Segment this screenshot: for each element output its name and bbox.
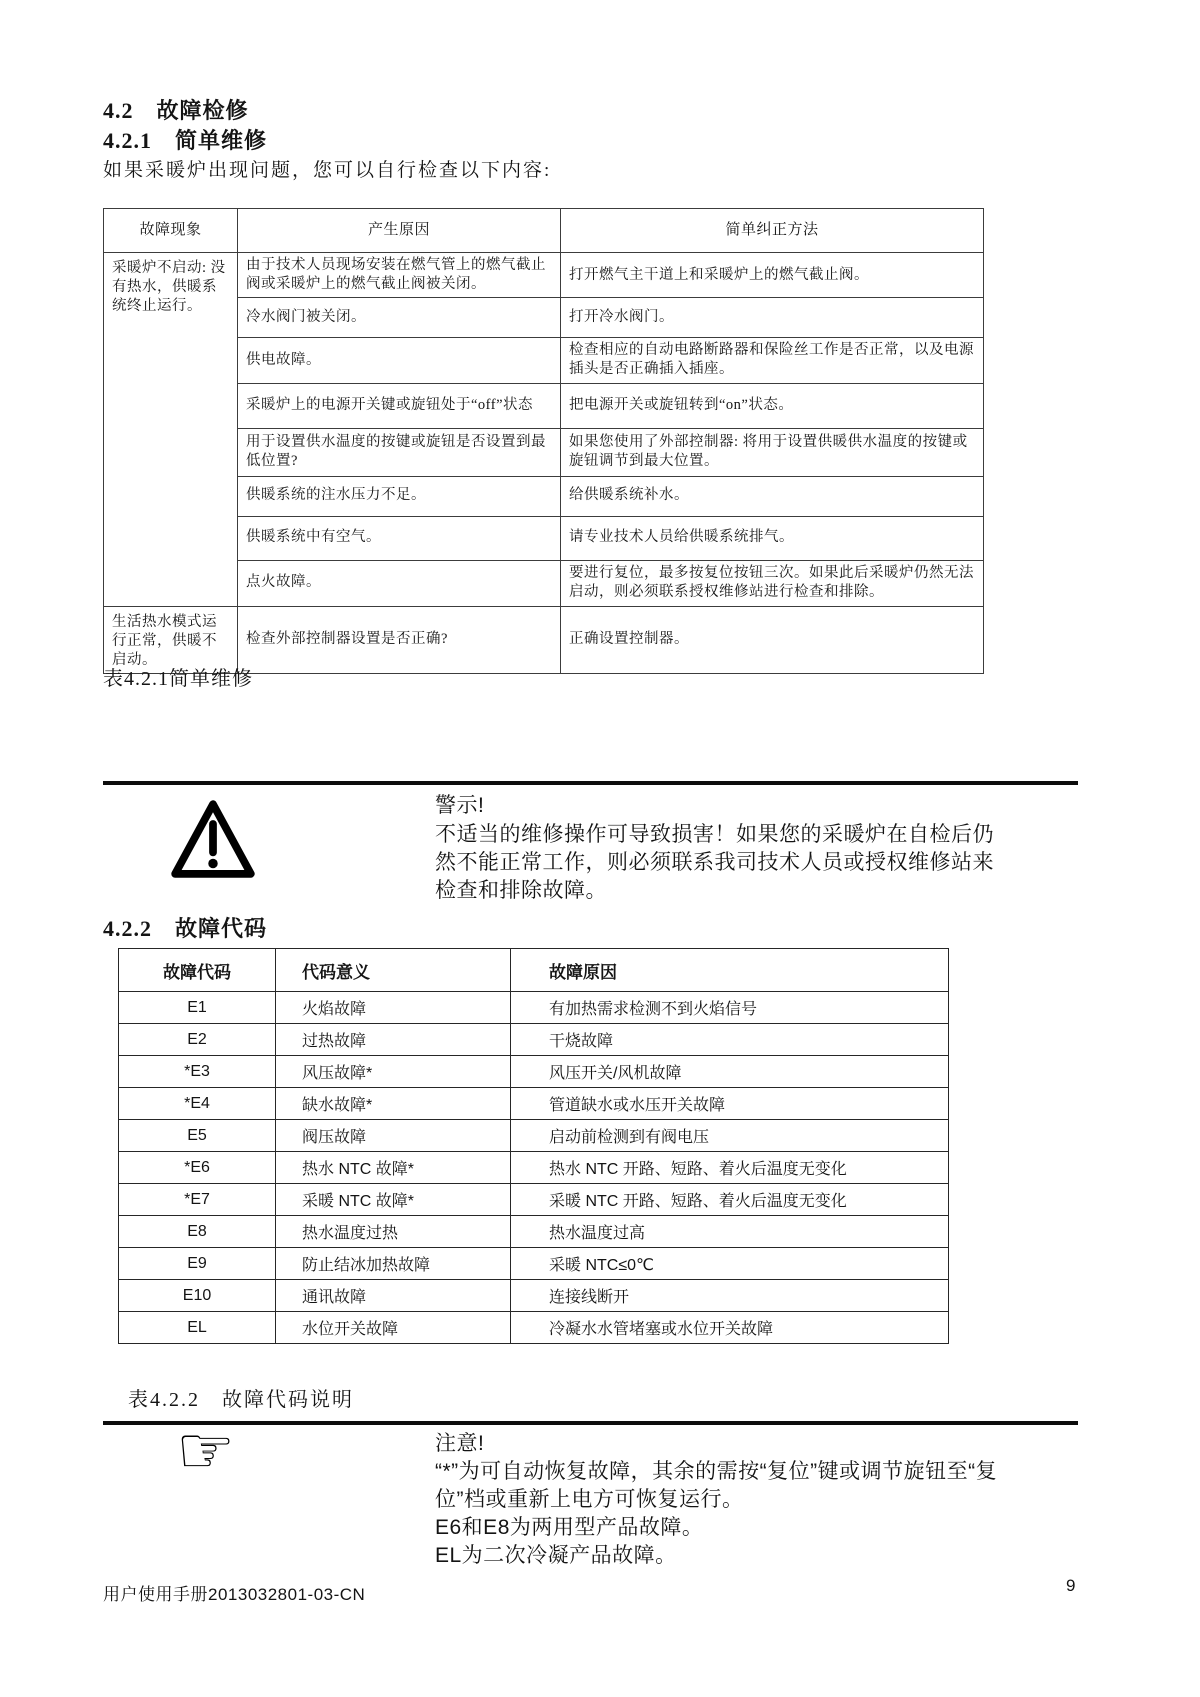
divider-rule	[103, 1421, 1078, 1425]
reason-cell: 启动前检测到有阀电压	[511, 1120, 949, 1152]
code-cell: *E4	[119, 1088, 276, 1120]
meaning-cell: 热水 NTC 故障*	[276, 1152, 511, 1184]
table-header-row	[104, 209, 984, 253]
fix-cell: 给供暖系统补水。	[561, 476, 984, 516]
code-cell: E9	[119, 1248, 276, 1280]
warning-body: 不适当的维修操作可导致损害！如果您的采暖炉在自检后仍然不能正常工作，则必须联系我司技术人员或授权维修站来检查和排除故障。	[435, 823, 994, 902]
table1-caption: 表4.2.1简单维修	[103, 668, 253, 690]
phenomenon-cell: 采暖炉不启动: 没有热水，供暖系统终止运行。	[104, 253, 238, 607]
subsection-heading: 4.2.1 简单维修	[103, 128, 268, 153]
fix-cell: 要进行复位，最多按复位按钮三次。如果此后采暖炉仍然无法启动，则必须联系授权维修站进行检查和排除。	[561, 560, 984, 606]
table2-caption: 表4.2.2 故障代码说明	[128, 1389, 354, 1411]
meaning-cell: 防止结冰加热故障	[276, 1248, 511, 1280]
table-row	[119, 1248, 949, 1280]
col-header-reason: 故障原因	[511, 949, 949, 992]
warning-block	[435, 792, 1010, 905]
table-row	[119, 1312, 949, 1344]
table-row	[119, 992, 949, 1024]
intro-text: 如果采暖炉出现问题，您可以自行检查以下内容:	[103, 160, 552, 181]
page-headings	[103, 96, 551, 186]
fix-cell: 如果您使用了外部控制器: 将用于设置供暖供水温度的按键或旋钮调节到最大位置。	[561, 428, 984, 476]
meaning-cell: 缺水故障*	[276, 1088, 511, 1120]
cause-cell: 点火故障。	[238, 560, 561, 606]
fix-cell: 打开燃气主干道上和采暖炉上的燃气截止阀。	[561, 253, 984, 298]
table-header-row	[119, 949, 949, 992]
reason-cell: 干烧故障	[511, 1024, 949, 1056]
phenomenon-cell: 生活热水模式运行正常，供暖不启动。	[104, 606, 238, 673]
meaning-cell: 阀压故障	[276, 1120, 511, 1152]
reason-cell: 采暖 NTC 开路、短路、着火后温度无变化	[511, 1184, 949, 1216]
note-line: E6和E8为两用型产品故障。	[435, 1516, 704, 1539]
meaning-cell: 水位开关故障	[276, 1312, 511, 1344]
warning-triangle-icon	[170, 798, 256, 885]
cause-cell: 用于设置供水温度的按键或旋钮是否设置到最低位置?	[238, 428, 561, 476]
fix-cell: 把电源开关或旋钮转到“on”状态。	[561, 383, 984, 428]
reason-cell: 冷凝水水管堵塞或水位开关故障	[511, 1312, 949, 1344]
note-line: “*”为可自动恢复故障，其余的需按“复位”键或调节旋钮至“复位”档或重新上电方可恢复运行。	[435, 1460, 998, 1511]
cause-cell: 供电故障。	[238, 338, 561, 383]
cause-cell: 由于技术人员现场安装在燃气管上的燃气截止阀或采暖炉上的燃气截止阀被关闭。	[238, 253, 561, 298]
table-row	[104, 253, 984, 298]
table-row	[119, 1216, 949, 1248]
note-block	[435, 1430, 1025, 1570]
footer-doc-id: 用户使用手册2013032801-03-CN	[103, 1585, 366, 1604]
section-heading: 4.2 故障检修	[103, 98, 249, 123]
fix-cell: 请专业技术人员给供暖系统排气。	[561, 516, 984, 560]
reason-cell: 热水 NTC 开路、短路、着火后温度无变化	[511, 1152, 949, 1184]
cause-cell: 供暖系统的注水压力不足。	[238, 476, 561, 516]
meaning-cell: 热水温度过热	[276, 1216, 511, 1248]
meaning-cell: 通讯故障	[276, 1280, 511, 1312]
code-cell: EL	[119, 1312, 276, 1344]
table-row	[119, 1120, 949, 1152]
fix-cell: 正确设置控制器。	[561, 606, 984, 673]
cause-cell: 冷水阀门被关闭。	[238, 298, 561, 338]
cause-cell: 供暖系统中有空气。	[238, 516, 561, 560]
cause-cell: 检查外部控制器设置是否正确?	[238, 606, 561, 673]
meaning-cell: 采暖 NTC 故障*	[276, 1184, 511, 1216]
fix-cell: 检查相应的自动电路断路器和保险丝工作是否正常，以及电源插头是否正确插入插座。	[561, 338, 984, 383]
reason-cell: 管道缺水或水压开关故障	[511, 1088, 949, 1120]
table-row	[119, 1184, 949, 1216]
meaning-cell: 风压故障*	[276, 1056, 511, 1088]
code-cell: *E6	[119, 1152, 276, 1184]
table-row	[119, 1280, 949, 1312]
col-header-meaning: 代码意义	[276, 949, 511, 992]
code-cell: E1	[119, 992, 276, 1024]
note-line: EL为二次冷凝产品故障。	[435, 1544, 677, 1567]
code-cell: *E3	[119, 1056, 276, 1088]
code-cell: E2	[119, 1024, 276, 1056]
col-header-fix: 简单纠正方法	[561, 209, 984, 253]
footer-page-number: 9	[1066, 1576, 1076, 1595]
warning-title: 警示!	[435, 794, 485, 817]
reason-cell: 风压开关/风机故障	[511, 1056, 949, 1088]
meaning-cell: 火焰故障	[276, 992, 511, 1024]
subsection2-heading: 4.2.2 故障代码	[103, 916, 268, 941]
col-header-code: 故障代码	[119, 949, 276, 992]
code-cell: E8	[119, 1216, 276, 1248]
table-row	[119, 1088, 949, 1120]
table-row	[119, 1056, 949, 1088]
code-cell: E10	[119, 1280, 276, 1312]
col-header-phenomenon: 故障现象	[104, 209, 238, 253]
meaning-cell: 过热故障	[276, 1024, 511, 1056]
code-cell: E5	[119, 1120, 276, 1152]
cause-cell: 采暖炉上的电源开关键或旋钮处于“off”状态	[238, 383, 561, 428]
reason-cell: 有加热需求检测不到火焰信号	[511, 992, 949, 1024]
reason-cell: 连接线断开	[511, 1280, 949, 1312]
table-row	[119, 1152, 949, 1184]
pointing-hand-icon: ☞	[176, 1412, 236, 1489]
note-title: 注意!	[435, 1432, 485, 1455]
simple-repair-table	[103, 208, 984, 674]
col-header-cause: 产生原因	[238, 209, 561, 253]
fault-code-table	[118, 948, 949, 1344]
divider-rule	[103, 781, 1078, 785]
table-row	[119, 1024, 949, 1056]
code-cell: *E7	[119, 1184, 276, 1216]
reason-cell: 采暖 NTC≤0℃	[511, 1248, 949, 1280]
fix-cell: 打开冷水阀门。	[561, 298, 984, 338]
reason-cell: 热水温度过高	[511, 1216, 949, 1248]
